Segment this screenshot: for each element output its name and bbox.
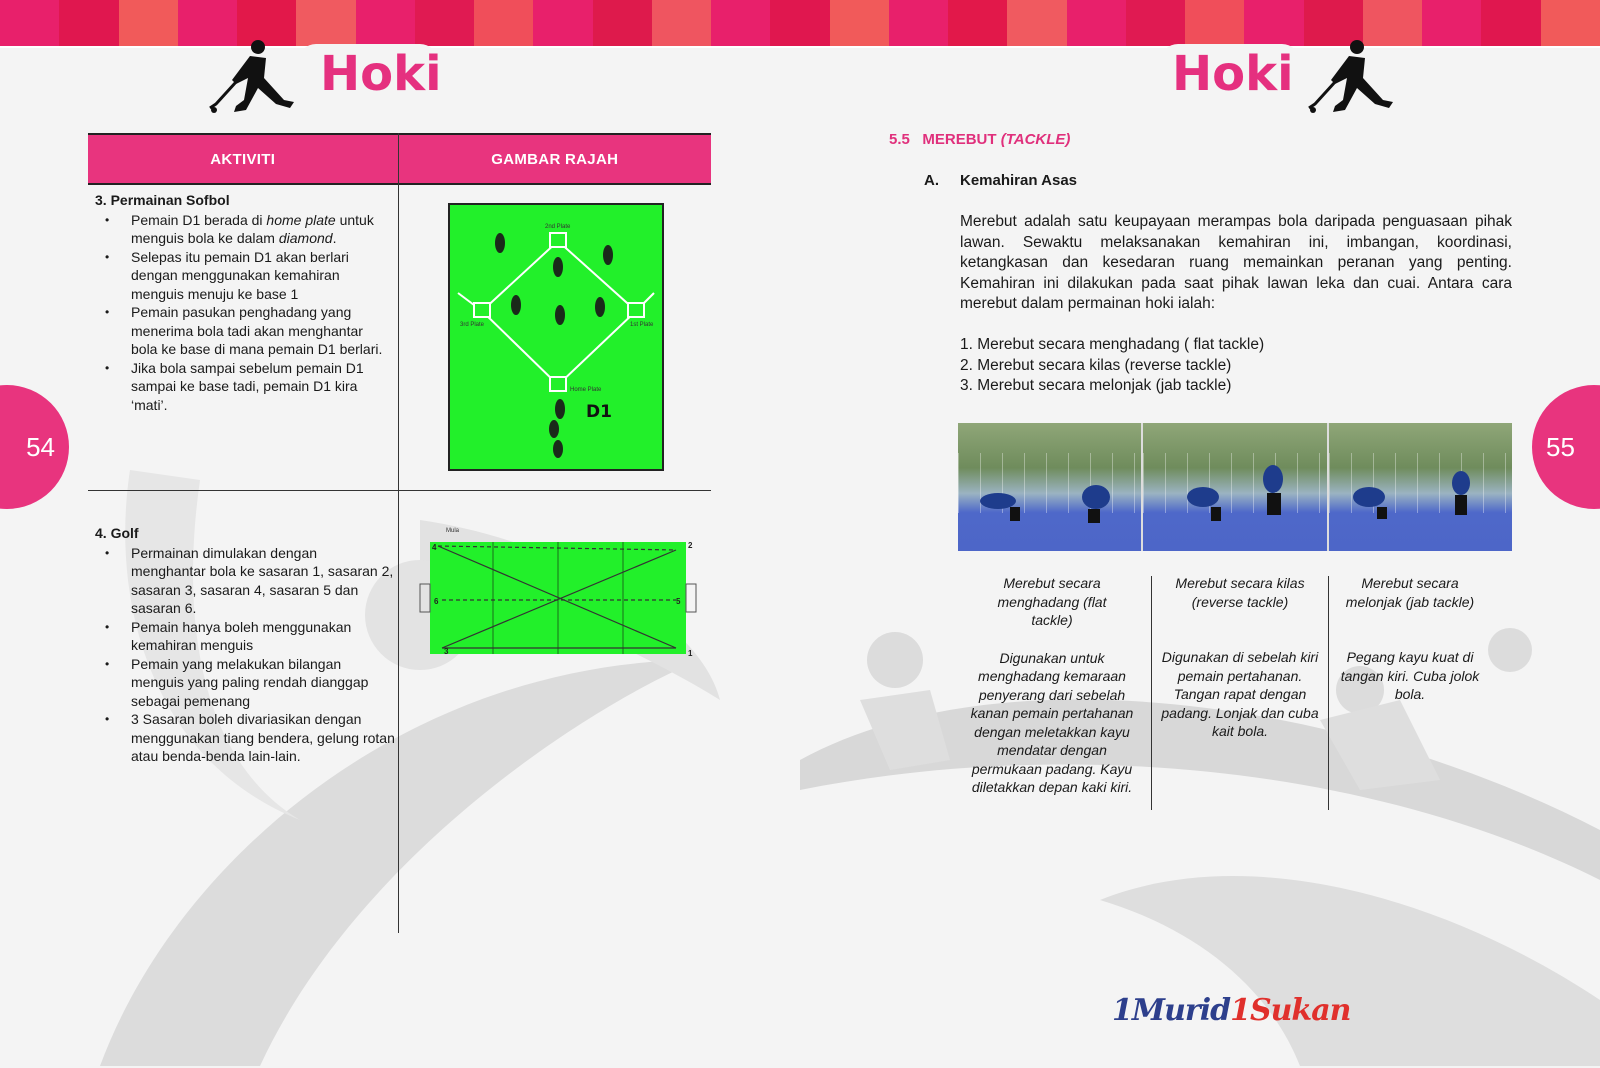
softball-diamond-diagram	[448, 203, 664, 471]
list-item: • Pemain D1 berada di home plate untuk menguis bola ke dalam diamond.	[131, 211, 391, 248]
table-row-divider	[88, 490, 711, 491]
activity-title: 3. Permainan Sofbol	[95, 192, 230, 208]
left-page-title: Hoki	[320, 46, 442, 102]
subsection-heading: A. Kemahiran Asas	[924, 172, 1077, 189]
column-header-diagram: GAMBAR RAJAH	[491, 150, 619, 168]
hockey-player-icon	[1305, 38, 1395, 118]
golf-field-diagram	[418, 524, 698, 660]
photo-jab-tackle	[1329, 423, 1512, 551]
list-item: 3. Merebut secara melonjak (jab tackle)	[960, 377, 1232, 394]
target-label: 5	[676, 597, 681, 606]
table-header	[88, 133, 711, 185]
hockey-player-icon	[206, 38, 296, 118]
caption-title: Merebut secara kilas (reverse tackle)	[1175, 575, 1305, 610]
activity-softball	[95, 191, 391, 414]
section-heading: 5.5 MEREBUT (TACKLE)	[889, 131, 1071, 148]
caption-flat-tackle	[962, 574, 1142, 797]
table-column-divider	[398, 133, 399, 933]
caption-description: Digunakan untuk menghadang kemaraan penyerang dari sebelah kanan pemain pertahanan dengan meletakkan kayu mendatar dengan permukaan padang. Kayu diletakkan depan kaki kiri.	[970, 649, 1134, 795]
list-item: 2. Merebut secara kilas (reverse tackle)	[960, 356, 1232, 374]
page-number-right: 55	[1532, 385, 1600, 509]
caption-title: Merebut secara menghadang (flat tackle)	[997, 575, 1107, 628]
photo-flat-tackle	[958, 423, 1143, 551]
target-label: 3	[444, 647, 449, 656]
list-item: • 3 Sasaran boleh divariasikan dengan menggunakan tiang bendera, gelung rotan atau benda-benda lain-lain.	[131, 710, 395, 766]
caption-jab-tackle	[1332, 574, 1488, 704]
program-logo: 1Murid1Sukan	[1112, 993, 1351, 1028]
tackle-list	[960, 335, 1264, 397]
activity-golf	[95, 524, 395, 766]
caption-reverse-tackle	[1155, 574, 1325, 741]
photo-reverse-tackle	[1143, 423, 1328, 551]
list-item: • Jika bola sampai sebelum pemain D1 sampai ke base tadi, pemain D1 kira ‘mati’.	[131, 359, 391, 415]
page-number-left: 54	[0, 385, 69, 509]
caption-divider	[1328, 576, 1329, 810]
tackle-photos	[958, 423, 1512, 551]
list-item: 1. Merebut secara menghadang ( flat tackle)	[960, 336, 1265, 353]
target-label: 1	[688, 649, 693, 658]
list-item: • Pemain yang melakukan bilangan menguis yang paling rendah dianggap sebagai pemenang	[131, 655, 395, 711]
intro-paragraph: Merebut adalah satu keupayaan merampas bola daripada penguasaan pihak lawan. Sewaktu melaksanakan kemahiran ini, imbangan, koordinasi, ketangkasan dan kesedaran ruang memainkan peranan yang penting. Kemahiran ini dilakukan pada saat pihak lawan leka dan cuai. Antara cara merebut dalam permainan hoki ialah:	[960, 213, 1512, 312]
list-item: • Pemain hanya boleh menggunakan kemahiran menguis	[131, 618, 395, 655]
first-plate-label: 1st Plate	[630, 322, 654, 328]
home-plate-label: Home Plate	[570, 387, 602, 393]
list-item: • Permainan dimulakan dengan menghantar bola ke sasaran 1, sasaran 2, sasaran 3, sasaran 4, sasaran 5 dan sasaran 6.	[131, 544, 395, 618]
d1-label: D1	[586, 402, 612, 422]
activity-title: 4. Golf	[95, 525, 139, 541]
second-plate-label: 2nd Plate	[545, 224, 571, 230]
list-item: • Selepas itu pemain D1 akan berlari dengan menggunakan kemahiran menguis menuju ke base 1	[131, 248, 391, 304]
caption-divider	[1151, 576, 1152, 810]
target-label: 6	[434, 597, 439, 606]
list-item: • Pemain pasukan penghadang yang menerima bola tadi akan menghantar bola ke base di mana pemain D1 berlari.	[131, 303, 391, 359]
target-label: 4	[432, 543, 437, 552]
caption-title: Merebut secara melonjak (jab tackle)	[1345, 575, 1475, 610]
target-label: 2	[688, 541, 693, 550]
third-plate-label: 3rd Plate	[460, 322, 485, 328]
caption-description: Pegang kayu kuat di tangan kiri. Cuba jolok bola.	[1340, 649, 1480, 702]
right-page-title: Hoki	[1172, 46, 1294, 102]
column-header-activity: AKTIVITI	[88, 135, 399, 183]
start-label: Mula	[446, 528, 460, 534]
caption-description: Digunakan di sebelah kiri pemain pertahanan. Tangan rapat dengan padang. Lonjak dan cuba kait bola.	[1161, 649, 1319, 739]
